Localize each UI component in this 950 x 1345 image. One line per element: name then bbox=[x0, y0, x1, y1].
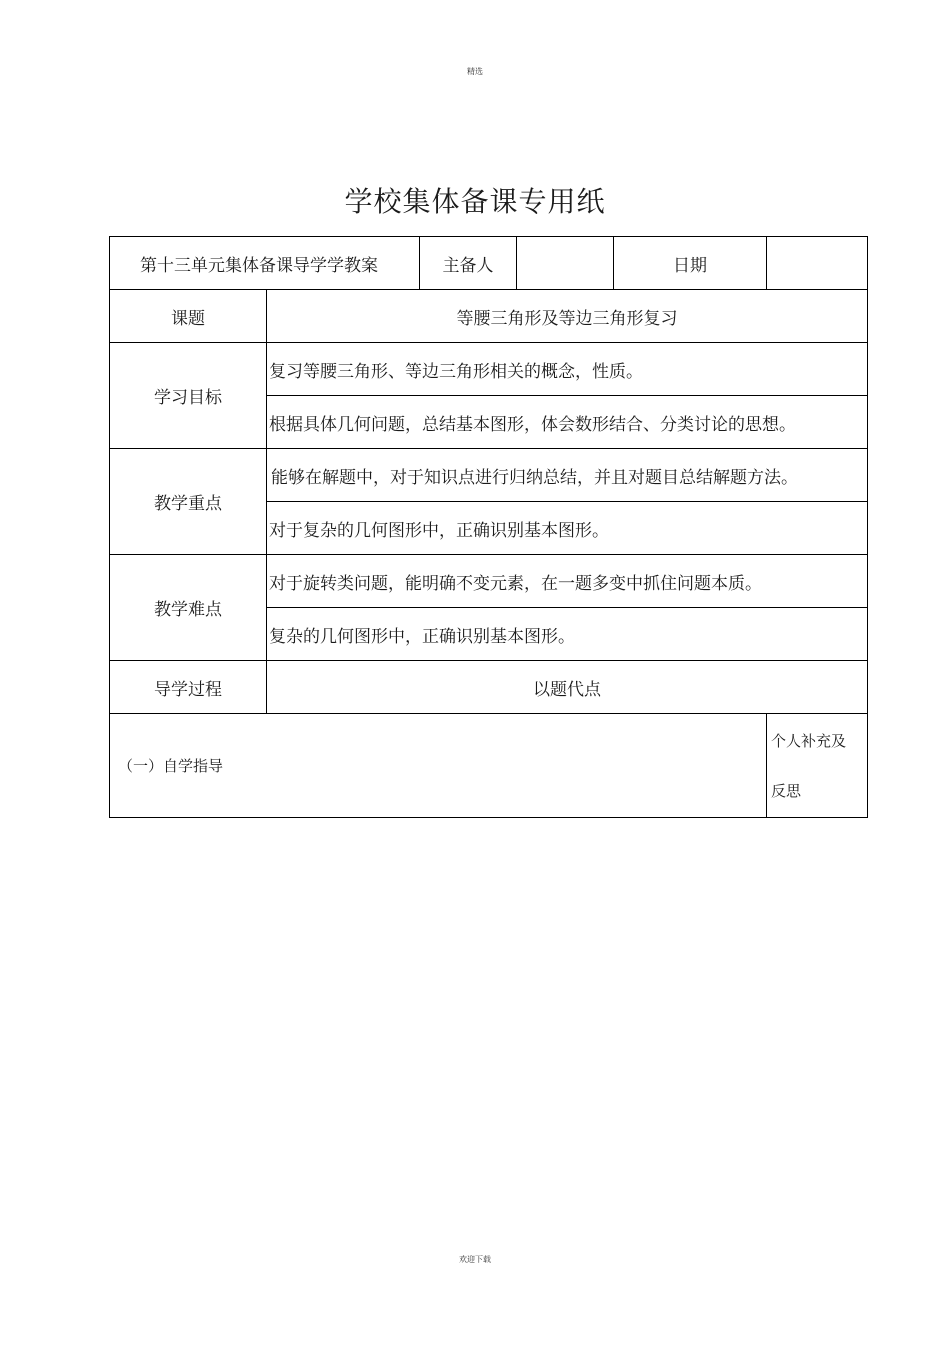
header-row bbox=[110, 237, 868, 290]
reflection-label-line1: 个人补充及 bbox=[771, 732, 847, 750]
unit-cell: 第十三单元集体备课导学学教案 bbox=[110, 237, 420, 290]
topic-row bbox=[110, 290, 868, 343]
lesson-plan-table bbox=[109, 236, 868, 818]
reflection-cell bbox=[767, 714, 868, 818]
process-row bbox=[110, 661, 868, 714]
date-label: 日期 bbox=[614, 237, 767, 290]
objective-item: 根据具体几何问题，总结基本图形，体会数形结合、分类讨论的思想。 bbox=[267, 396, 868, 449]
page-title: 学校集体备课专用纸 bbox=[344, 185, 606, 218]
header-watermark: 精选 bbox=[467, 67, 483, 76]
objective-item: 复习等腰三角形、等边三角形相关的概念，性质。 bbox=[267, 343, 868, 396]
topic-label: 课题 bbox=[110, 290, 267, 343]
topic-value: 等腰三角形及等边三角形复习 bbox=[267, 290, 868, 343]
key-points-row-1 bbox=[110, 449, 868, 502]
preparer-value[interactable] bbox=[517, 237, 614, 290]
key-point-item: 对于复杂的几何图形中，正确识别基本图形。 bbox=[267, 502, 868, 555]
reflection-label-line2: 反思 bbox=[771, 782, 802, 800]
key-point-item: 能够在解题中，对于知识点进行归纳总结，并且对题目总结解题方法。 bbox=[267, 449, 868, 502]
difficulty-item: 对于旋转类问题，能明确不变元素，在一题多变中抓住问题本质。 bbox=[267, 555, 868, 608]
difficulties-label: 教学难点 bbox=[110, 555, 267, 661]
process-label: 导学过程 bbox=[110, 661, 267, 714]
self-study-row bbox=[110, 714, 868, 818]
objectives-row-1 bbox=[110, 343, 868, 396]
objectives-label: 学习目标 bbox=[110, 343, 267, 449]
date-value[interactable] bbox=[767, 237, 868, 290]
difficulty-item: 复杂的几何图形中，正确识别基本图形。 bbox=[267, 608, 868, 661]
difficulties-row-1 bbox=[110, 555, 868, 608]
preparer-label: 主备人 bbox=[420, 237, 517, 290]
key-points-label: 教学重点 bbox=[110, 449, 267, 555]
process-value: 以题代点 bbox=[267, 661, 868, 714]
self-study-label: （一）自学指导 bbox=[110, 714, 767, 818]
footer-watermark: 欢迎下载 bbox=[459, 1255, 491, 1264]
